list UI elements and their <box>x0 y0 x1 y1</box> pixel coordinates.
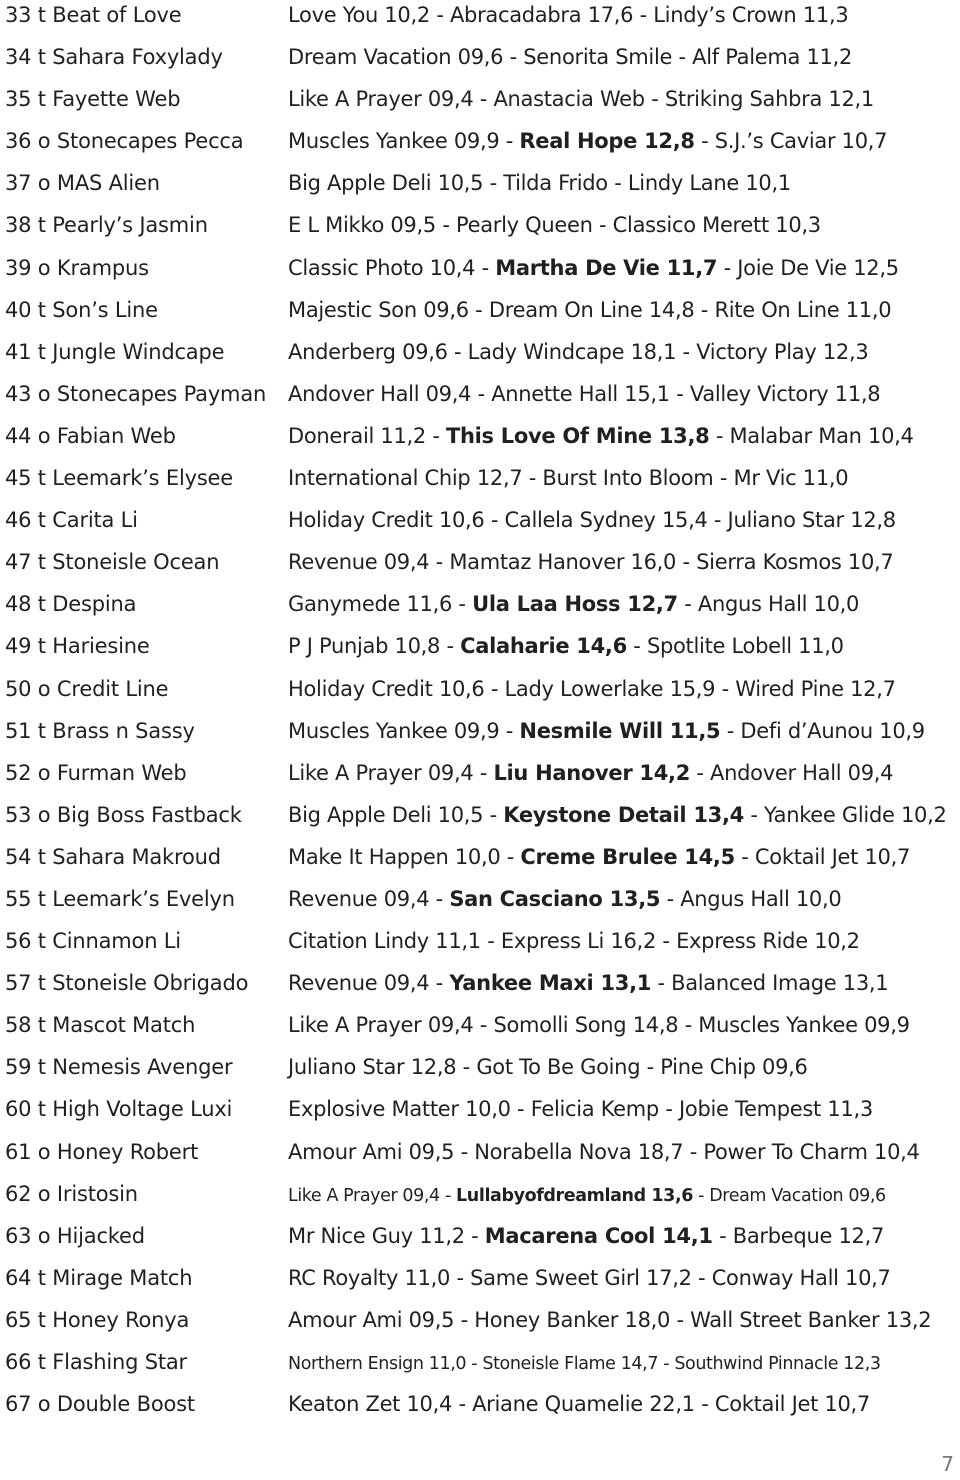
list-item <box>5 1179 955 1221</box>
list-item <box>5 1347 955 1389</box>
list-item <box>5 758 955 800</box>
horse-name: 58 t Mascot Match <box>5 1013 196 1038</box>
horse-name: 38 t Pearly’s Jasmin <box>5 213 208 238</box>
dam: Tilda Frido <box>503 171 608 196</box>
list-item <box>5 674 955 716</box>
pedigree: Explosive Matter 10,0 - Felicia Kemp - Jobie Tempest 11,3 <box>288 1097 873 1122</box>
horse-name: 67 o Double Boost <box>5 1392 195 1417</box>
pedigree: Dream Vacation 09,6 - Senorita Smile - Alf Palema 11,2 <box>288 45 853 70</box>
sire: Revenue 09,4 <box>288 886 430 911</box>
sire: Big Apple Deli 10,5 <box>288 802 484 827</box>
damsire: Pine Chip 09,6 <box>660 1055 808 1080</box>
damsire: Coktail Jet 10,7 <box>754 844 911 869</box>
horse-name: 64 t Mirage Match <box>5 1265 193 1290</box>
sire: Citation Lindy 11,1 <box>288 929 481 954</box>
horse-name: 56 t Cinnamon Li <box>5 929 181 954</box>
dam: Callela Sydney 15,4 <box>504 508 708 533</box>
sire: Classic Photo 10,4 <box>288 255 476 280</box>
dam: Somolli Song 14,8 <box>493 1013 679 1038</box>
damsire: Spotlite Lobell 11,0 <box>646 634 844 659</box>
dam: Felicia Kemp <box>530 1097 659 1122</box>
list-item <box>5 84 955 126</box>
list-item <box>5 168 955 210</box>
damsire: Power To Charm 10,4 <box>703 1139 920 1164</box>
horse-name: 61 o Honey Robert <box>5 1139 199 1164</box>
damsire: Coktail Jet 10,7 <box>714 1392 870 1417</box>
dam: Burst Into Bloom <box>542 466 714 491</box>
damsire: Yankee Glide 10,2 <box>763 802 947 827</box>
damsire: Valley Victory 11,8 <box>689 381 881 406</box>
pedigree: International Chip 12,7 - Burst Into Bloom - Mr Vic 11,0 <box>288 466 849 491</box>
list-item <box>5 631 955 673</box>
dam: San Casciano 13,5 <box>449 886 661 911</box>
horse-name: 54 t Sahara Makroud <box>5 844 221 869</box>
dam: Creme Brulee 14,5 <box>520 844 735 869</box>
sire: Like A Prayer 09,4 <box>288 1185 440 1206</box>
horse-name: 51 t Brass n Sassy <box>5 718 195 743</box>
sire: RC Royalty 11,0 <box>288 1265 451 1290</box>
horse-name: 37 o MAS Alien <box>5 171 160 196</box>
list-item <box>5 295 955 337</box>
damsire: Dream Vacation 09,6 <box>709 1185 886 1206</box>
pedigree: Juliano Star 12,8 - Got To Be Going - Pine Chip 09,6 <box>288 1055 808 1080</box>
horse-name: 57 t Stoneisle Obrigado <box>5 971 249 996</box>
list-item <box>5 126 955 168</box>
horse-name: 34 t Sahara Foxylady <box>5 45 223 70</box>
dam: Keystone Detail 13,4 <box>503 802 744 827</box>
damsire: Balanced Image 13,1 <box>671 971 889 996</box>
horse-name: 47 t Stoneisle Ocean <box>5 550 220 575</box>
damsire: Striking Sahbra 12,1 <box>664 87 874 112</box>
pedigree: Mr Nice Guy 11,2 - Macarena Cool 14,1 - Barbeque 12,7 <box>288 1223 885 1248</box>
list-item <box>5 1010 955 1052</box>
list-item <box>5 0 955 42</box>
pedigree: Muscles Yankee 09,9 - Real Hope 12,8 - S.J.’s Caviar 10,7 <box>288 129 888 154</box>
dam: Express Li 16,2 <box>500 929 657 954</box>
dam: Abracadabra 17,6 <box>449 3 634 27</box>
sire: Like A Prayer 09,4 <box>288 87 474 112</box>
damsire: Muscles Yankee 09,9 <box>698 1013 910 1038</box>
horse-name: 62 o Iristosin <box>5 1181 138 1206</box>
pedigree: E L Mikko 09,5 - Pearly Queen - Classico Merett 10,3 <box>288 213 821 238</box>
pedigree: Make It Happen 10,0 - Creme Brulee 14,5 - Coktail Jet 10,7 <box>288 844 911 869</box>
damsire: Mr Vic 11,0 <box>733 466 849 491</box>
damsire: Wired Pine 12,7 <box>735 676 896 701</box>
dam: Real Hope 12,8 <box>519 129 695 154</box>
dam: Norabella Nova 18,7 <box>474 1139 684 1164</box>
damsire: Alf Palema 11,2 <box>692 45 853 70</box>
sire: Ganymede 11,6 <box>288 592 453 617</box>
damsire: Angus Hall 10,0 <box>697 592 860 617</box>
list-item <box>5 1263 955 1305</box>
pedigree: Like A Prayer 09,4 - Somolli Song 14,8 - Muscles Yankee 09,9 <box>288 1013 910 1038</box>
pedigree: Like A Prayer 09,4 - Liu Hanover 14,2 - Andover Hall 09,4 <box>288 760 894 785</box>
damsire: Joie De Vie 12,5 <box>737 255 899 280</box>
damsire: Rite On Line 11,0 <box>714 297 892 322</box>
damsire: Defi d’Aunou 10,9 <box>740 718 925 743</box>
sire: Majestic Son 09,6 <box>288 297 469 322</box>
horse-name: 50 o Credit Line <box>5 676 169 701</box>
horse-name: 52 o Furman Web <box>5 760 187 785</box>
horse-name: 46 t Carita Li <box>5 508 138 533</box>
pedigree: Amour Ami 09,5 - Norabella Nova 18,7 - Power To Charm 10,4 <box>288 1139 920 1164</box>
horse-name: 65 t Honey Ronya <box>5 1307 190 1332</box>
damsire: Lindy Lane 10,1 <box>627 171 791 196</box>
sire: Northern Ensign 11,0 <box>288 1354 467 1374</box>
list-item <box>5 1137 955 1179</box>
pedigree: Holiday Credit 10,6 - Callela Sydney 15,4 - Juliano Star 12,8 <box>288 508 896 533</box>
horse-name: 45 t Leemark’s Elysee <box>5 466 233 491</box>
pedigree: Like A Prayer 09,4 - Anastacia Web - Striking Sahbra 12,1 <box>288 87 874 112</box>
sire: Revenue 09,4 <box>288 550 430 575</box>
list-item <box>5 1389 955 1431</box>
pedigree: Love You 10,2 - Abracadabra 17,6 - Lindy’s Crown 11,3 <box>288 3 849 27</box>
pedigree: Andover Hall 09,4 - Annette Hall 15,1 - Valley Victory 11,8 <box>288 381 881 406</box>
sire: Juliano Star 12,8 <box>288 1055 457 1080</box>
dam: Liu Hanover 14,2 <box>493 760 691 785</box>
horse-name: 66 t Flashing Star <box>5 1350 187 1374</box>
pedigree: Muscles Yankee 09,9 - Nesmile Will 11,5 - Defi d’Aunou 10,9 <box>288 718 925 743</box>
damsire: S.J.’s Caviar 10,7 <box>714 129 888 154</box>
list-item <box>5 379 955 421</box>
dam: Anastacia Web <box>493 87 645 112</box>
dam: Lullabyofdreamland 13,6 <box>456 1185 693 1206</box>
list-item <box>5 1052 955 1094</box>
sire: Donerail 11,2 <box>288 423 426 448</box>
dam: Annette Hall 15,1 <box>491 381 670 406</box>
sire: Like A Prayer 09,4 <box>288 760 474 785</box>
list-item <box>5 1094 955 1136</box>
sire: Revenue 09,4 <box>288 971 430 996</box>
dam: Nesmile Will 11,5 <box>519 718 721 743</box>
pedigree: Ganymede 11,6 - Ula Laa Hoss 12,7 - Angus Hall 10,0 <box>288 592 860 617</box>
list-item <box>5 42 955 84</box>
pedigree: Classic Photo 10,4 - Martha De Vie 11,7 - Joie De Vie 12,5 <box>288 255 899 280</box>
list-item <box>5 421 955 463</box>
pedigree: Big Apple Deli 10,5 - Tilda Frido - Lindy Lane 10,1 <box>288 171 791 196</box>
sire: Andover Hall 09,4 <box>288 381 472 406</box>
sire: Amour Ami 09,5 <box>288 1139 455 1164</box>
sire: Make It Happen 10,0 <box>288 844 501 869</box>
list-item <box>5 505 955 547</box>
damsire: Classico Merett 10,3 <box>612 213 821 238</box>
pedigree: Anderberg 09,6 - Lady Windcape 18,1 - Victory Play 12,3 <box>288 339 869 364</box>
pedigree: Revenue 09,4 - San Casciano 13,5 - Angus Hall 10,0 <box>288 886 842 911</box>
horse-name: 40 t Son’s Line <box>5 297 158 322</box>
pedigree-list <box>5 0 955 1431</box>
pedigree: RC Royalty 11,0 - Same Sweet Girl 17,2 - Conway Hall 10,7 <box>288 1265 891 1290</box>
dam: Stoneisle Flame 14,7 <box>482 1354 659 1374</box>
sire: Muscles Yankee 09,9 <box>288 718 500 743</box>
horse-name: 35 t Fayette Web <box>5 87 181 112</box>
pedigree: Northern Ensign 11,0 - Stoneisle Flame 14,7 - Southwind Pinnacle 12,3 <box>288 1354 881 1374</box>
horse-name: 60 t High Voltage Luxi <box>5 1097 233 1122</box>
list-item <box>5 884 955 926</box>
dam: Lady Lowerlake 15,9 <box>504 676 716 701</box>
list-item <box>5 1305 955 1347</box>
list-item <box>5 842 955 884</box>
dam: Pearly Queen <box>455 213 593 238</box>
sire: Muscles Yankee 09,9 <box>288 129 500 154</box>
sire: Like A Prayer 09,4 <box>288 1013 474 1038</box>
list-item <box>5 210 955 252</box>
horse-name: 63 o Hijacked <box>5 1223 145 1248</box>
sire: Dream Vacation 09,6 <box>288 45 504 70</box>
sire: Love You 10,2 <box>288 3 430 27</box>
dam: Macarena Cool 14,1 <box>484 1223 713 1248</box>
damsire: Juliano Star 12,8 <box>727 508 896 533</box>
sire: E L Mikko 09,5 <box>288 213 436 238</box>
pedigree: Donerail 11,2 - This Love Of Mine 13,8 - Malabar Man 10,4 <box>288 423 914 448</box>
dam: Same Sweet Girl 17,2 <box>470 1265 692 1290</box>
damsire: Wall Street Banker 13,2 <box>690 1307 932 1332</box>
sire: Anderberg 09,6 <box>288 339 448 364</box>
dam: Ula Laa Hoss 12,7 <box>472 592 678 617</box>
sire: P J Punjab 10,8 <box>288 634 441 659</box>
pedigree: Amour Ami 09,5 - Honey Banker 18,0 - Wall Street Banker 13,2 <box>288 1307 932 1332</box>
list-item <box>5 337 955 379</box>
damsire: Barbeque 12,7 <box>732 1223 885 1248</box>
pedigree: Keaton Zet 10,4 - Ariane Quamelie 22,1 - Coktail Jet 10,7 <box>288 1392 870 1417</box>
horse-name: 59 t Nemesis Avenger <box>5 1055 233 1080</box>
dam: This Love Of Mine 13,8 <box>445 423 710 448</box>
horse-name: 41 t Jungle Windcape <box>5 339 225 364</box>
sire: Holiday Credit 10,6 <box>288 676 485 701</box>
damsire: Angus Hall 10,0 <box>680 886 842 911</box>
damsire: Lindy’s Crown 11,3 <box>653 3 849 27</box>
pedigree: Like A Prayer 09,4 - Lullabyofdreamland 13,6 - Dream Vacation 09,6 <box>288 1185 886 1206</box>
list-item <box>5 926 955 968</box>
sire: Big Apple Deli 10,5 <box>288 171 484 196</box>
horse-name: 43 o Stonecapes Payman <box>5 381 267 406</box>
pedigree: Citation Lindy 11,1 - Express Li 16,2 - Express Ride 10,2 <box>288 929 860 954</box>
horse-name: 36 o Stonecapes Pecca <box>5 129 244 154</box>
horse-name: 49 t Hariesine <box>5 634 150 659</box>
pedigree: Majestic Son 09,6 - Dream On Line 14,8 - Rite On Line 11,0 <box>288 297 892 322</box>
sire: Explosive Matter 10,0 <box>288 1097 511 1122</box>
list-item <box>5 800 955 842</box>
dam: Ariane Quamelie 22,1 <box>472 1392 695 1417</box>
dam: Lady Windcape 18,1 <box>467 339 677 364</box>
sire: Holiday Credit 10,6 <box>288 508 485 533</box>
pedigree: Revenue 09,4 - Yankee Maxi 13,1 - Balanced Image 13,1 <box>288 971 889 996</box>
list-item <box>5 1221 955 1263</box>
pedigree: Revenue 09,4 - Mamtaz Hanover 16,0 - Sierra Kosmos 10,7 <box>288 550 894 575</box>
pedigree: Big Apple Deli 10,5 - Keystone Detail 13,4 - Yankee Glide 10,2 <box>288 802 947 827</box>
sire: International Chip 12,7 <box>288 466 523 491</box>
list-item <box>5 716 955 758</box>
horse-name: 48 t Despina <box>5 592 137 617</box>
horse-name: 44 o Fabian Web <box>5 423 176 448</box>
damsire: Victory Play 12,3 <box>696 339 869 364</box>
dam: Calaharie 14,6 <box>460 634 627 659</box>
damsire: Sierra Kosmos 10,7 <box>696 550 894 575</box>
damsire: Conway Hall 10,7 <box>711 1265 891 1290</box>
list-item <box>5 547 955 589</box>
pedigree: Holiday Credit 10,6 - Lady Lowerlake 15,9 - Wired Pine 12,7 <box>288 676 896 701</box>
dam: Mamtaz Hanover 16,0 <box>449 550 677 575</box>
dam: Dream On Line 14,8 <box>488 297 695 322</box>
dam: Martha De Vie 11,7 <box>495 255 718 280</box>
pedigree: P J Punjab 10,8 - Calaharie 14,6 - Spotlite Lobell 11,0 <box>288 634 844 659</box>
list-item <box>5 968 955 1010</box>
horse-name: 53 o Big Boss Fastback <box>5 802 242 827</box>
damsire: Southwind Pinnacle 12,3 <box>674 1354 881 1374</box>
dam: Senorita Smile <box>523 45 673 70</box>
list-item <box>5 589 955 631</box>
list-item <box>5 463 955 505</box>
sire: Keaton Zet 10,4 <box>288 1392 453 1417</box>
dam: Honey Banker 18,0 <box>474 1307 671 1332</box>
sire: Mr Nice Guy 11,2 <box>288 1223 465 1248</box>
damsire: Malabar Man 10,4 <box>729 423 914 448</box>
damsire: Andover Hall 09,4 <box>710 760 894 785</box>
list-item <box>5 253 955 295</box>
horse-name: 33 t Beat of Love <box>5 3 182 27</box>
page-number: 7 <box>941 1452 954 1476</box>
sire: Amour Ami 09,5 <box>288 1307 455 1332</box>
horse-name: 39 o Krampus <box>5 255 149 280</box>
horse-name: 55 t Leemark’s Evelyn <box>5 886 235 911</box>
damsire: Jobie Tempest 11,3 <box>679 1097 873 1122</box>
damsire: Express Ride 10,2 <box>676 929 860 954</box>
dam: Yankee Maxi 13,1 <box>449 971 652 996</box>
dam: Got To Be Going <box>476 1055 641 1080</box>
